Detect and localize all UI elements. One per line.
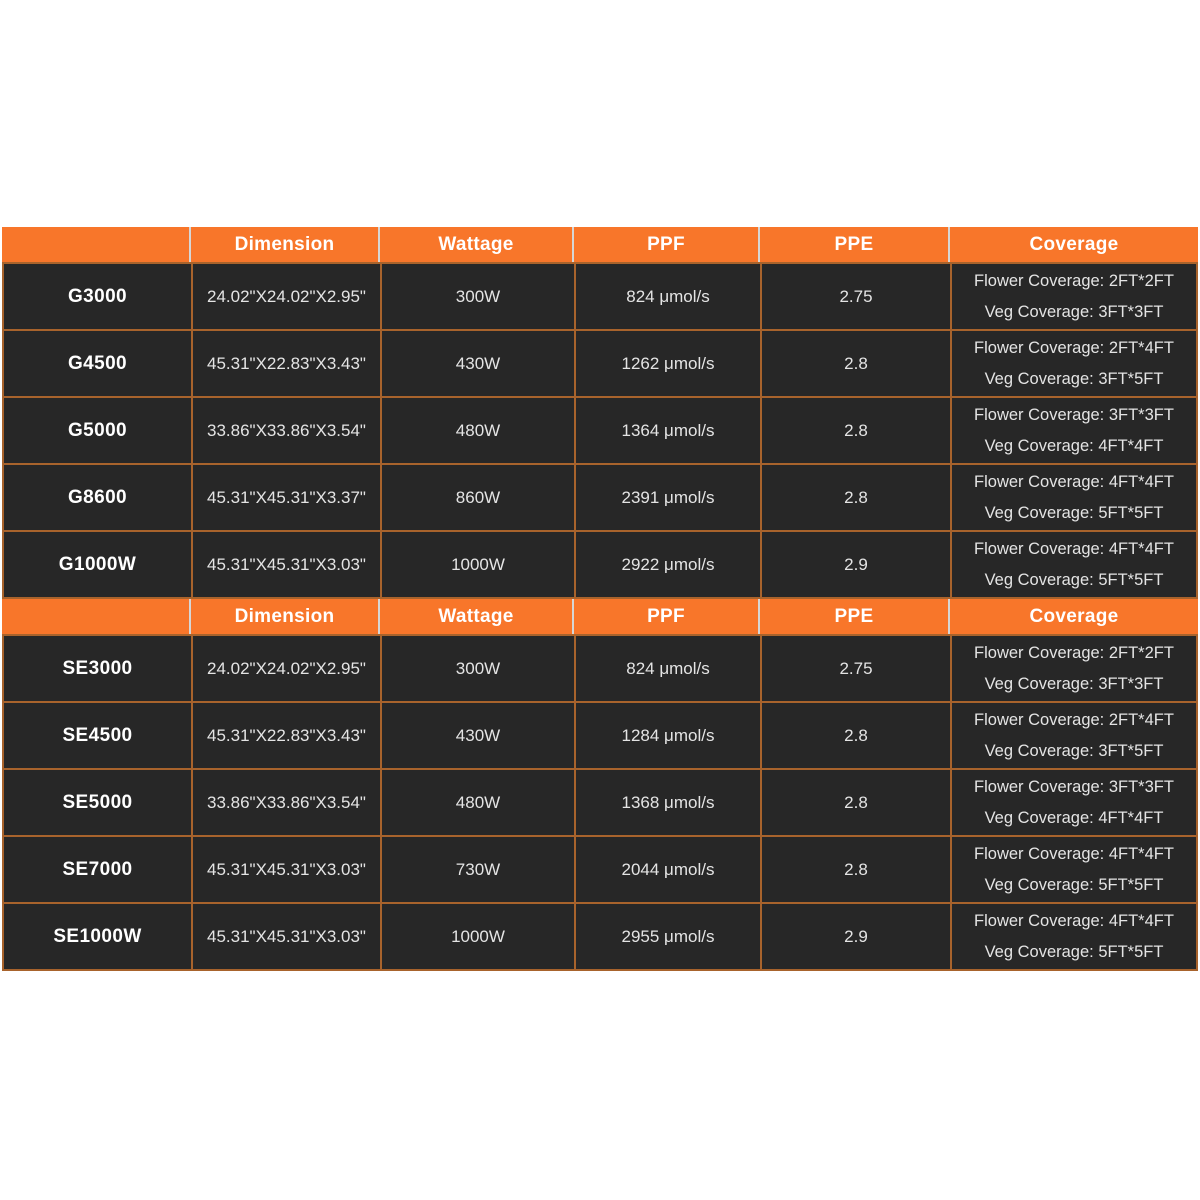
flower-coverage-line: Flower Coverage: 4FT*4FT: [974, 845, 1174, 863]
column-header-ppe: PPE: [758, 599, 948, 634]
table-row-g5000: [2, 398, 1198, 465]
ppe-value: 2.8: [760, 398, 950, 464]
wattage-value: 730W: [380, 837, 574, 903]
coverage-value: [950, 703, 1196, 769]
table-row-g3000: [2, 264, 1198, 331]
model-name: SE1000W: [53, 926, 142, 947]
dimension-value: 45.31"X22.83"X3.43": [191, 331, 380, 397]
ppf-value: 824 μmol/s: [574, 264, 760, 330]
column-header-ppf: PPF: [572, 227, 758, 262]
wattage-value: 300W: [380, 636, 574, 702]
table-row-g8600: [2, 465, 1198, 532]
dimension-value: 45.31"X22.83"X3.43": [191, 703, 380, 769]
model-name: G1000W: [58, 554, 137, 575]
flower-coverage-line: Flower Coverage: 2FT*4FT: [974, 711, 1174, 729]
column-header-wattage: Wattage: [378, 599, 572, 634]
wattage-value: 430W: [380, 703, 574, 769]
coverage-value: [950, 465, 1196, 531]
flower-coverage-line: Flower Coverage: 2FT*4FT: [974, 339, 1174, 357]
column-header-coverage: Coverage: [948, 227, 1198, 262]
coverage-value: [950, 837, 1196, 903]
veg-coverage-line: Veg Coverage: 5FT*5FT: [984, 504, 1164, 522]
model-name: SE7000: [62, 859, 133, 880]
ppe-value: 2.9: [760, 532, 950, 598]
ppe-value: 2.8: [760, 465, 950, 531]
ppf-value: 824 μmol/s: [574, 636, 760, 702]
wattage-value: 1000W: [380, 904, 574, 970]
coverage-value: [950, 398, 1196, 464]
wattage-value: 430W: [380, 331, 574, 397]
ppe-value: 2.75: [760, 264, 950, 330]
veg-coverage-line: Veg Coverage: 5FT*5FT: [984, 571, 1164, 589]
column-header-dimension: Dimension: [189, 227, 378, 262]
ppf-value: 2955 μmol/s: [574, 904, 760, 970]
veg-coverage-line: Veg Coverage: 5FT*5FT: [984, 876, 1164, 894]
ppe-value: 2.8: [760, 331, 950, 397]
dimension-value: 45.31"X45.31"X3.03": [191, 904, 380, 970]
dimension-value: 24.02"X24.02"X2.95": [191, 264, 380, 330]
column-header-ppf: PPF: [572, 599, 758, 634]
coverage-value: [950, 331, 1196, 397]
dimension-value: 45.31"X45.31"X3.37": [191, 465, 380, 531]
column-header-model: [2, 599, 189, 634]
veg-coverage-line: Veg Coverage: 3FT*5FT: [984, 742, 1164, 760]
dimension-value: 45.31"X45.31"X3.03": [191, 532, 380, 598]
model-name: SE3000: [62, 658, 133, 679]
coverage-value: [950, 636, 1196, 702]
flower-coverage-line: Flower Coverage: 3FT*3FT: [974, 406, 1174, 424]
column-header-dimension: Dimension: [189, 599, 378, 634]
veg-coverage-line: Veg Coverage: 4FT*4FT: [984, 437, 1164, 455]
ppf-value: 1364 μmol/s: [574, 398, 760, 464]
veg-coverage-line: Veg Coverage: 4FT*4FT: [984, 809, 1164, 827]
coverage-value: [950, 532, 1196, 598]
flower-coverage-line: Flower Coverage: 4FT*4FT: [974, 540, 1174, 558]
ppf-value: 1284 μmol/s: [574, 703, 760, 769]
flower-coverage-line: Flower Coverage: 4FT*4FT: [974, 473, 1174, 491]
flower-coverage-line: Flower Coverage: 2FT*2FT: [974, 272, 1174, 290]
ppe-value: 2.9: [760, 904, 950, 970]
ppf-value: 1368 μmol/s: [574, 770, 760, 836]
table-row-se4500: [2, 703, 1198, 770]
grow-light-spec-table: [2, 227, 1198, 971]
wattage-value: 860W: [380, 465, 574, 531]
veg-coverage-line: Veg Coverage: 3FT*5FT: [984, 370, 1164, 388]
table-header-row: [2, 599, 1198, 636]
model-name: G3000: [67, 286, 128, 307]
coverage-value: [950, 770, 1196, 836]
table-header-row: [2, 227, 1198, 264]
ppe-value: 2.75: [760, 636, 950, 702]
veg-coverage-line: Veg Coverage: 3FT*3FT: [984, 303, 1164, 321]
model-name: G8600: [67, 487, 128, 508]
dimension-value: 33.86"X33.86"X3.54": [191, 770, 380, 836]
flower-coverage-line: Flower Coverage: 4FT*4FT: [974, 912, 1174, 930]
coverage-value: [950, 904, 1196, 970]
ppf-value: 2044 μmol/s: [574, 837, 760, 903]
ppe-value: 2.8: [760, 703, 950, 769]
ppf-value: 1262 μmol/s: [574, 331, 760, 397]
dimension-value: 33.86"X33.86"X3.54": [191, 398, 380, 464]
table-row-se1000w: [2, 904, 1198, 971]
column-header-model: [2, 227, 189, 262]
model-name: G5000: [67, 420, 128, 441]
column-header-ppe: PPE: [758, 227, 948, 262]
ppf-value: 2922 μmol/s: [574, 532, 760, 598]
dimension-value: 45.31"X45.31"X3.03": [191, 837, 380, 903]
flower-coverage-line: Flower Coverage: 3FT*3FT: [974, 778, 1174, 796]
flower-coverage-line: Flower Coverage: 2FT*2FT: [974, 644, 1174, 662]
coverage-value: [950, 264, 1196, 330]
table-row-se3000: [2, 636, 1198, 703]
ppf-value: 2391 μmol/s: [574, 465, 760, 531]
column-header-wattage: Wattage: [378, 227, 572, 262]
table-row-se7000: [2, 837, 1198, 904]
model-name: G4500: [67, 353, 128, 374]
ppe-value: 2.8: [760, 837, 950, 903]
model-name: SE5000: [62, 792, 133, 813]
wattage-value: 480W: [380, 770, 574, 836]
dimension-value: 24.02"X24.02"X2.95": [191, 636, 380, 702]
wattage-value: 480W: [380, 398, 574, 464]
table-row-se5000: [2, 770, 1198, 837]
table-row-g4500: [2, 331, 1198, 398]
veg-coverage-line: Veg Coverage: 3FT*3FT: [984, 675, 1164, 693]
wattage-value: 300W: [380, 264, 574, 330]
column-header-coverage: Coverage: [948, 599, 1198, 634]
veg-coverage-line: Veg Coverage: 5FT*5FT: [984, 943, 1164, 961]
model-name: SE4500: [62, 725, 133, 746]
ppe-value: 2.8: [760, 770, 950, 836]
wattage-value: 1000W: [380, 532, 574, 598]
table-row-g1000w: [2, 532, 1198, 599]
